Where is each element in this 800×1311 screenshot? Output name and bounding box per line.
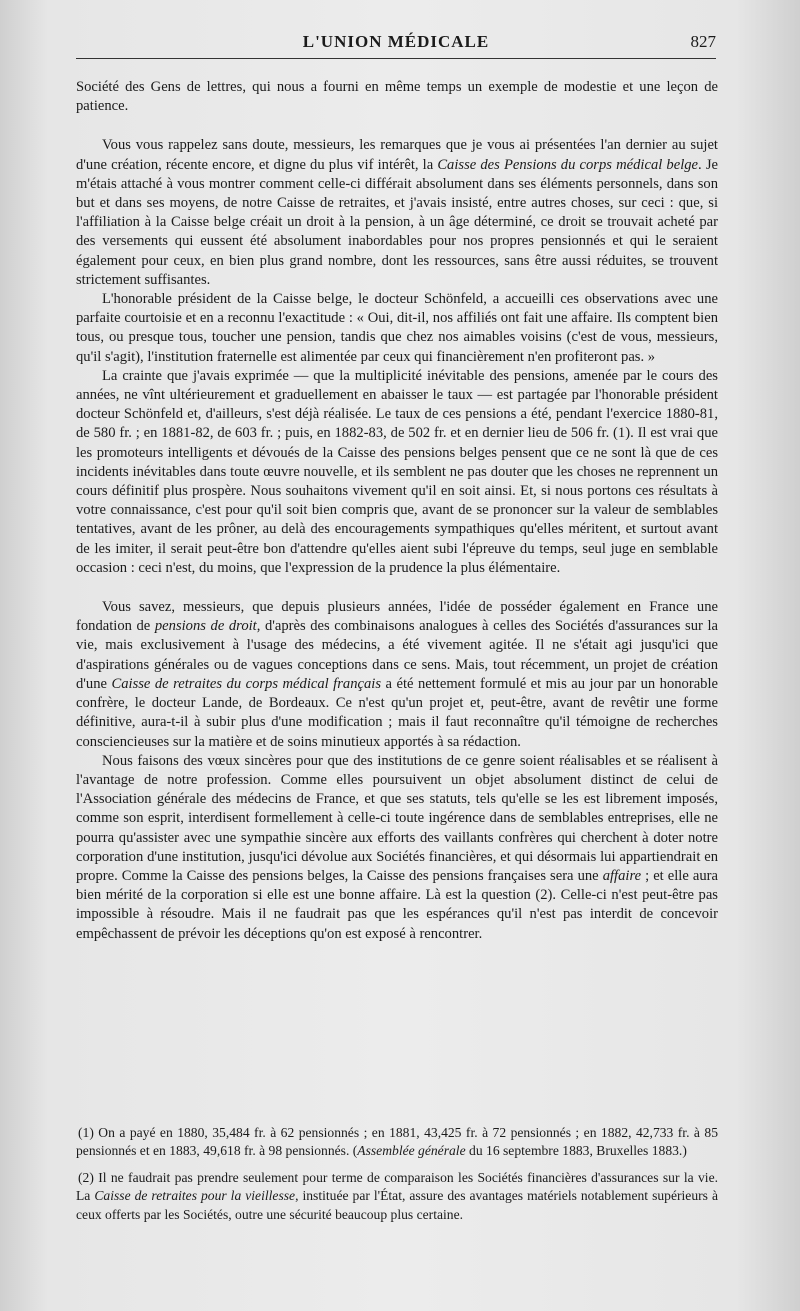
footnote-1-italic: Assemblée générale: [357, 1143, 466, 1159]
paragraph-4-text: La crainte que j'avais exprimée — que la multiplicité inévitable des pensions, amenée par le cours des années, ne vînt ultérieurement et graduellement en abaisser le taux — est partagée par l'honorable président docteur Schönfeld et, d'ailleurs, s'est déjà réalisée. Le taux de ces pensions a été, pendant l'exercice 1880-81, de 580 fr. ; en 1881-82, de 603 fr. ; puis, en 1882-83, de 502 fr. et en dernier lieu de 506 fr. (1). Il est vrai que les promoteurs intelligents et dévoués de la Caisse des pensions belges pensent que ce ne sont là que de ces incidents inévitables dans toute œuvre nouvelle, et ils semblent ne pas douter que les choses ne reprennent un cours définitif plus prospère. Nous souhaitons vivement qu'il en soit ainsi. Et, si nous portons ces résultats à votre connaissance, c'est pour qu'il soit bien compris que, avant de se prononcer sur la valeur de semblables tentatives, avant de les prôner, au delà des encouragements sympathiques qu'elles méritent, et surtout avant de les imiter, il serait peut-être bon d'attendre qu'elles aient subi l'épreuve du temps, seul juge en semblable occasion : ceci n'est, du moins, que l'expression de la prudence la plus élémentaire.: [76, 367, 718, 576]
paragraph-5-italic-2: Caisse de retraites du corps médical français: [111, 675, 382, 692]
paragraph-4: [76, 367, 718, 578]
paragraph-5-text-b: , d'après des combinaisons analogues à celles des Sociétés d'assurances sur la vie, mais exclusivement à l'usage des médecins, a été vivement agitée. Il ne s'était agi jusqu'ici que d'aspirations générales ou de vagues conceptions dans ce sens. Mais, tout récemment, un projet de création d'une: [76, 618, 719, 692]
footnote-2-text-a: (2) Il ne faudrait pas prendre seulement pour terme de comparaison les Sociétés financières d'assurances sur la vie. La: [76, 1169, 718, 1204]
footnote-1: [76, 1124, 718, 1161]
footnotes: [76, 1124, 718, 1232]
paragraph-2-text-b: . Je m'étais attaché à vous montrer comment celle-ci différait absolument dans ses éléments personnels, dans son but et dans ses moyens, de notre Caisse de retraites, et j'avais insisté, entre autres choses, sur ceci : que, si l'affiliation à la Caisse belge créait un droit à la pension, à un âge déterminé, ce droit se trouvait acheté par des versements qui eussent été absolument inabordables pour nos propres pensionnés et qui le seraient également pour ceux, en bien plus grand nombre, dont les ressources, sans être aussi réduites, se trouvent strictement suffisantes.: [76, 156, 718, 288]
footnote-2-text-b: , instituée par l'État, assure des avantages matériels notablement supérieurs à ceux offerts par les Sociétés, outre une sécurité beaucoup plus certaine.: [76, 1188, 718, 1222]
paragraph-3: [76, 290, 718, 367]
paragraph-2-italic: Caisse des Pensions du corps médical belge: [437, 156, 699, 173]
page-header: [76, 28, 716, 59]
paragraph-6: [76, 752, 718, 944]
paragraph-5-text-c: a été nettement formulé et mis au jour par un honorable confrère, le docteur Lande, de Bordeaux. Ce n'est qu'un projet et, peut-être, avant de revêtir une forme définitive, aura-t-il à subir plus d'une modification ; mais il faut reconnaître qu'il témoigne de recherches consciencieuses sur la matière et de soins minutieux apportés à sa rédaction.: [76, 675, 718, 750]
paragraph-1: [76, 78, 718, 116]
paragraph-5: [76, 598, 718, 752]
footnote-1-text-a: (1) On a payé en 1880, 35,484 fr. à 62 pensionnés ; en 1881, 43,425 fr. à 72 pensionnés ; en 1882, 42,733 fr. à 85 pensionnés et en 1883, 49,618 fr. à 98 pensionnés. (: [76, 1125, 718, 1159]
body-text: [76, 78, 718, 944]
paragraph-5-text-a: Vous savez, messieurs, que depuis plusieurs années, l'idée de posséder également en France une fondation de: [76, 599, 718, 635]
footnote-1-text-b: du 16 septembre 1883, Bruxelles 1883.): [465, 1143, 687, 1159]
page-number: 827: [690, 32, 716, 51]
paragraph-6-text-b: ; et elle aura bien mérité de la corporation si elle est une bonne affaire. Là est la question (2). Celle-ci n'est peut-être pas impossible à résoudre. Mais il ne faudrait pas que les espérances qu'il n'est pas interdit de concevoir empêchassent de prévoir les déceptions qu'on est exposé à rencontrer.: [76, 867, 718, 942]
footnote-2-italic: Caisse de retraites pour la vieillesse: [94, 1188, 296, 1204]
footnote-2: [76, 1169, 718, 1224]
paragraph-6-italic: affaire: [602, 867, 642, 884]
paragraph-6-text-a: Nous faisons des vœux sincères pour que des institutions de ce genre soient réalisables et se réalisent à l'avantage de notre profession. Comme elles poursuivent un objet absolument distinct de celui de l'Association générale des médecins de France, et que ses statuts, tels qu'elle se les est librement imposés, comme son esprit, interdisent formellement à celle-ci toute ingérence dans de semblables entreprises, elle ne pourra qu'assister avec une sympathie sincère aux efforts des vaillants confrères qui cherchent à doter notre corporation d'une institution, jusqu'ici dévolue aux Sociétés financières, et qui désormais lui appartiendrait en propre. Comme la Caisse des pensions belges, la Caisse des pensions françaises sera une: [76, 752, 718, 884]
paragraph-3-text: L'honorable président de la Caisse belge, le docteur Schönfeld, a accueilli ces observations avec une parfaite courtoisie et en a reconnu l'exactitude : « Oui, dit-il, nos affiliés ont fait une affaire. Ils comptent bien tous, ou presque tous, toucher une pension, tandis que chez nos aimables voisins (c'est de vous, messieurs, qu'il s'agit), l'institution fraternelle est alimentée par ceux qui financièrement n'en profiteront pas. »: [76, 291, 718, 365]
paragraph-2: [76, 136, 718, 290]
paragraph-2-text-a: Vous vous rappelez sans doute, messieurs, les remarques que je vous ai présentées l'an dernier au sujet d'une création, récente encore, et digne du plus vif intérêt, la: [76, 137, 718, 173]
running-title: L'UNION MÉDICALE: [302, 32, 490, 51]
paragraph-5-italic-1: pensions de droit: [154, 618, 257, 635]
paragraph-1-text: Société des Gens de lettres, qui nous a fourni en même temps un exemple de modestie et une leçon de patience.: [76, 79, 718, 115]
